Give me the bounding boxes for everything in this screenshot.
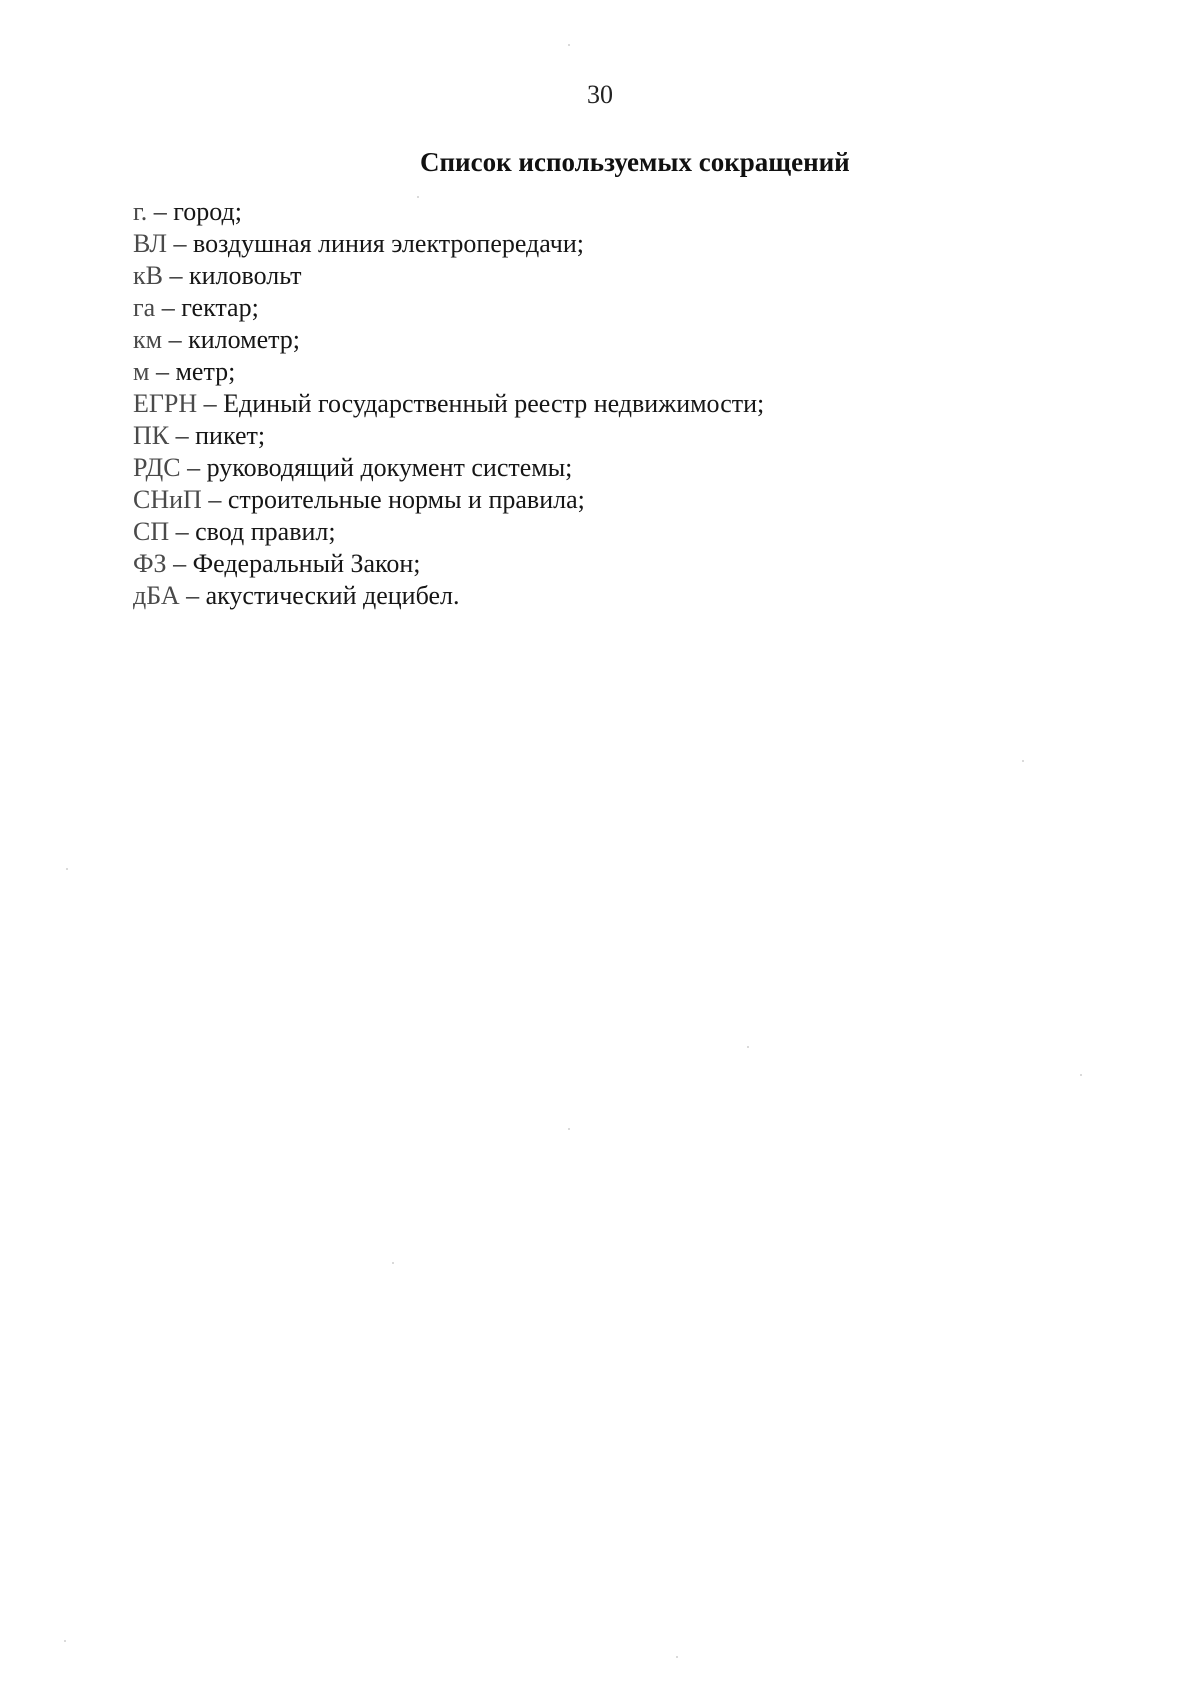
abbreviation-term: г. [133,197,148,226]
page-number: 30 [587,80,613,109]
abbreviation-term: кВ [133,261,163,290]
abbreviation-term: ЕГРН [133,389,198,418]
abbreviation-definition: свод правил; [195,517,336,546]
list-item [133,516,764,548]
scan-speck [568,44,570,46]
dash-separator: – [162,261,189,290]
list-item [133,292,764,324]
list-item [133,452,764,484]
list-item [133,228,764,260]
scan-speck [1080,1074,1082,1076]
dash-separator: – [155,293,182,322]
list-item [133,260,764,292]
abbreviation-term: РДС [133,453,181,482]
abbreviation-term: га [133,293,156,322]
dash-separator: – [201,485,228,514]
scan-speck [392,1262,394,1264]
abbreviation-definition: строительные нормы и правила; [227,485,585,514]
abbreviation-definition: километр; [188,325,301,354]
list-item [133,356,764,388]
scan-speck [676,1656,678,1658]
abbreviation-list [133,196,764,612]
dash-separator: – [180,453,207,482]
abbreviation-definition: город; [173,197,242,226]
scan-speck [66,868,68,870]
list-item [133,388,764,420]
abbreviation-definition: руководящий документ системы; [206,453,573,482]
list-item [133,580,764,612]
dash-separator: – [166,549,193,578]
abbreviation-term: км [133,325,163,354]
list-item [133,548,764,580]
abbreviation-definition: гектар; [181,293,259,322]
abbreviation-definition: Единый государственный реестр недвижимости; [223,389,765,418]
list-item [133,324,764,356]
dash-separator: – [167,229,193,258]
dash-separator: – [149,357,176,386]
scan-speck [1022,760,1024,762]
dash-separator: – [197,389,224,418]
abbreviation-term: м [133,357,150,386]
dash-separator: – [169,517,196,546]
abbreviation-definition: пикет; [195,421,266,450]
abbreviation-term: дБА [133,581,180,610]
abbreviation-term: ПК [133,421,170,450]
abbreviation-definition: Федеральный Закон; [192,549,421,578]
scan-speck [417,196,419,198]
dash-separator: – [147,197,174,226]
abbreviation-definition: метр; [175,357,236,386]
abbreviation-term: СНиП [133,485,202,514]
scan-speck [568,1128,570,1130]
abbreviation-term: ВЛ [133,229,167,258]
scan-speck [747,1046,749,1048]
abbreviation-definition: акустический децибел. [205,581,460,610]
section-title: Список используемых сокращений [420,147,850,177]
dash-separator: – [169,421,196,450]
list-item [133,196,764,228]
dash-separator: – [162,325,189,354]
dash-separator: – [179,581,206,610]
scan-speck [64,1640,66,1642]
abbreviation-definition: киловольт [188,261,302,290]
list-item [133,420,764,452]
abbreviation-definition: воздушная линия электропередачи; [193,229,585,258]
abbreviation-term: СП [133,517,170,546]
list-item [133,484,764,516]
abbreviation-term: ФЗ [133,549,167,578]
